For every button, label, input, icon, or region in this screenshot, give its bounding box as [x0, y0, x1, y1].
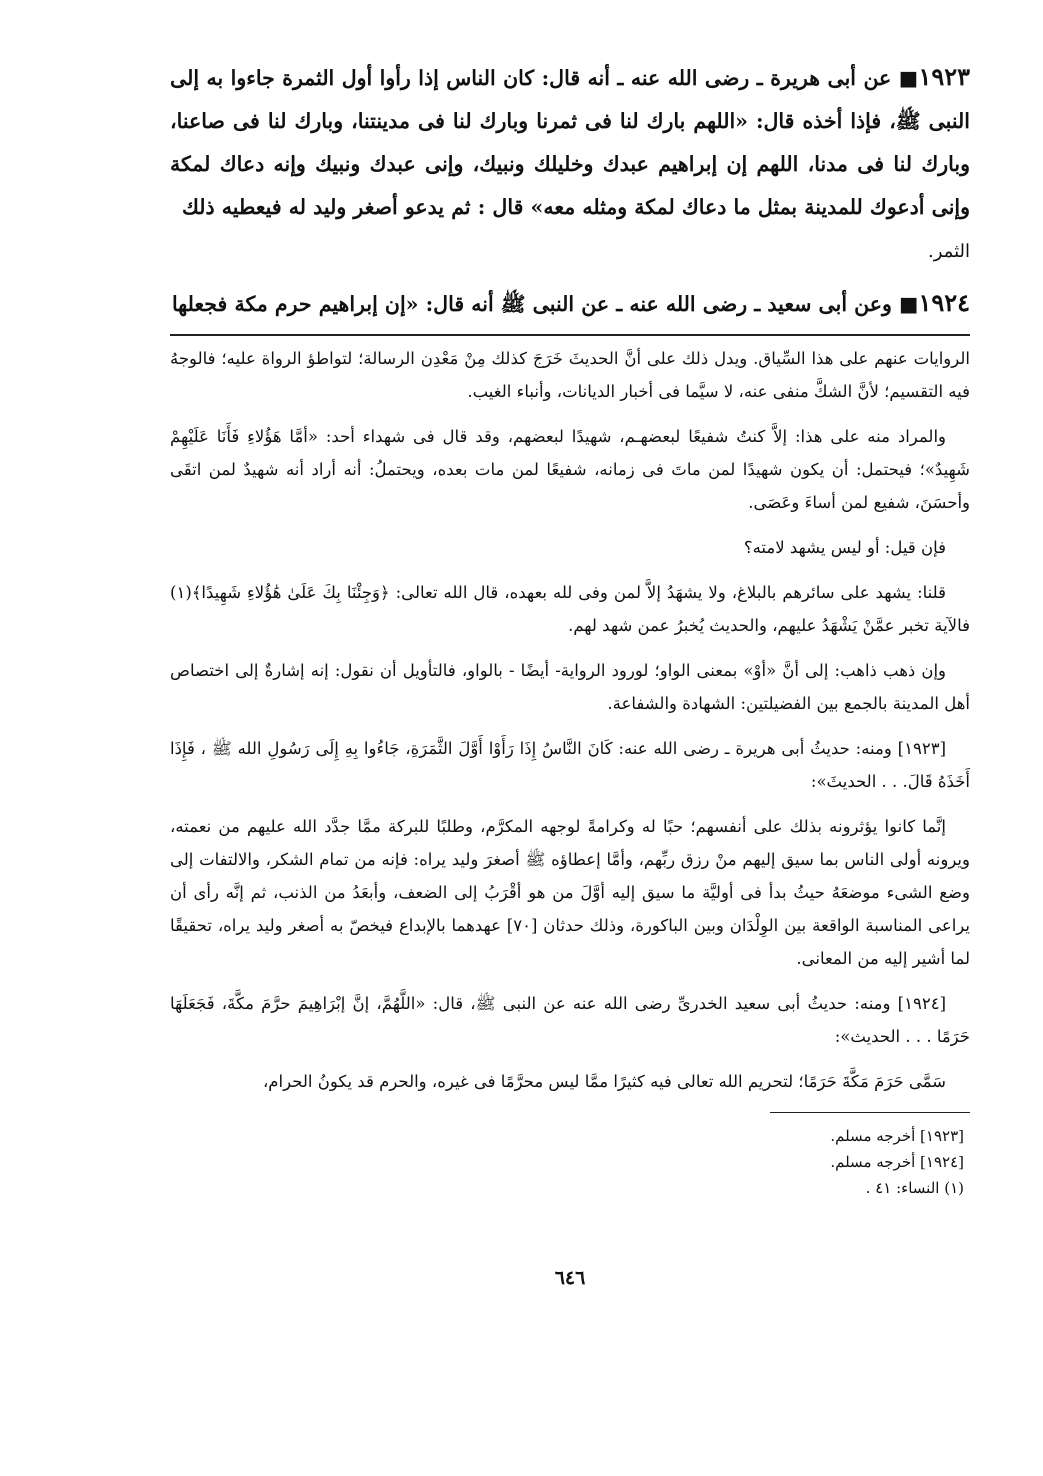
commentary-paragraph: والمراد منه على هذا: إلاَّ كنتُ شفيعًا لبعضهـم، شهيدًا لبعضهم، وقد قال فى شهداء أحد: «أمَّا هَؤُلاءِ فَأَنَا عَلَيْهِمْ شَهِيدٌ»؛ فيحتمل: أن يكون شهيدًا لمن ماتَ فى زمانه، شفيعًا لمن مات بعده، ويحتملُ: أنه أراد أنه شهيدٌ لمن اتقَى وأحسَنَ، شفيع لمن أساءَ وعَصَى. — [170, 427, 970, 512]
main-text-divider — [170, 334, 970, 336]
commentary-paragraph: قلنا: يشهد على سائرهم بالبلاغ، ولا يشهَدُ إلاَّ لمن وفى لله بعهده، قال الله تعالى: ﴿وَجِئْنَا بِكَ عَلَىٰ هَٰؤُلاءِ شَهِيدًا﴾(١) فالآية تخبر عمَّنْ يَشْهَدُ عليهم، والحديث يُخبرُ عمن شهد لهم. — [170, 583, 970, 635]
page-number: ٦٤٦ — [554, 1267, 586, 1289]
footnote: [١٩٢٤] أخرجه مسلم. — [830, 1153, 964, 1171]
hadith-number: ١٩٢٤ — [918, 288, 970, 317]
hadith-text: عن أبى هريرة ـ رضى الله عنه ـ أنه قال: كان الناس إذا رأوا أول الثمرة جاءوا به إلى النبى ﷺ، فإذا أخذه قال: «اللهم بارك لنا فى ثمرنا وبارك لنا فى مدينتنا، وبارك لنا فى صاعنا، وبارك لنا فى مدنا، اللهم إن إبراهيم عبدك وخليلك ونبيك، وإنى عبدك ونبيك وإنه دعاك لمكة وإنى أدعوك للمدينة بمثل ما دعاك لمكة ومثله معه» قال : ثم يدعو أصغر وليد له فيعطيه ذلك — [170, 66, 970, 219]
hadith-1924: ١٩٢٤■ وعن أبى سعيد ـ رضى الله عنه ـ عن النبى ﷺ أنه قال: «إن إبراهيم حرم مكة فجعلها — [171, 288, 970, 317]
hadith-text: وعن أبى سعيد ـ رضى الله عنه ـ عن النبى ﷺ أنه قال: «إن إبراهيم حرم مكة فجعلها — [171, 292, 892, 316]
footnote: [١٩٢٣] أخرجه مسلم. — [830, 1127, 964, 1145]
commentary-paragraph: [١٩٢٣] ومنه: حديثُ أبى هريرة ـ رضى الله عنه: كَانَ النَّاسُ إِذَا رَأَوْا أَوَّلَ الثَّمَرَةِ، جَاءُوا بِهِ إِلَى رَسُولِ الله ﷺ ، فَإِذَا أَخَذَهُ قَالَ. . . الحديثَ»: — [170, 739, 970, 791]
commentary-paragraph: الروايات عنهم على هذا السِّياق. ويدل ذلك على أنَّ الحديثَ خَرَجَ كذلك مِنْ مَعْدِن الرسالة؛ لتواطؤ الرواة عليه؛ فالوجهُ فيه التقسيم؛ لأنَّ الشكَّ منفى عنه، لا سيَّما فى أخبار الديانات، وأنباء الغيب. — [170, 349, 970, 401]
footnote: (١) النساء: ٤١ . — [865, 1179, 964, 1197]
hadith-text-end: الثمر. — [928, 241, 970, 262]
commentary-paragraph: وإن ذهب ذاهب: إلى أنَّ «أوْ» بمعنى الواو؛ لورود الرواية- أيضًا - بالواو، فالتأويل أن نقول: إنه إشارةٌ إلى اختصاص أهل المدينة بالجمع بين الفضيلتين: الشهادة والشفاعة. — [170, 661, 970, 713]
commentary-paragraph: فإن قيل: أو ليس يشهد لامته؟ — [743, 538, 946, 557]
hadith-number: ١٩٢٣ — [918, 62, 970, 91]
hadith-1923: ١٩٢٣■ عن أبى هريرة ـ رضى الله عنه ـ أنه قال: كان الناس إذا رأوا أول الثمرة جاءوا به إلى النبى ﷺ، فإذا أخذه قال: «اللهم بارك لنا فى ثمرنا وبارك لنا فى مدينتنا، وبارك لنا فى صاعنا، وبارك لنا فى مدنا، اللهم إن إبراهيم عبدك وخليلك ونبيك، وإنى عبدك ونبيك وإنه دعاك لمكة وإنى أدعوك للمدينة بمثل ما دعاك لمكة ومثله معه» قال : ثم يدعو أصغر وليد له فيعطيه ذلك الثمر. — [170, 62, 970, 262]
footnote-divider — [770, 1112, 970, 1113]
commentary-paragraph: [١٩٢٤] ومنه: حديثُ أبى سعيد الخدرىِّ رضى الله عنه عن النبى ﷺ، قال: «اللَّهُمَّ، إنَّ إبْرَاهِيمَ حرَّمَ مكَّةَ، فَجَعَلَهَا حَرَمًا . . . الحديث»: — [170, 994, 970, 1046]
document-page — [170, 55, 970, 1415]
commentary-paragraph: إنَّما كانوا يؤثرونه بذلك على أنفسهم؛ حبًا له وكرامةً لوجهه المكرَّم، وطلبًا للبركة ممَّا جدَّد الله عليهم من نعمته، ويرونه أولى الناس بما سيق إليهم منْ رزق ربِّهم، وأمَّا إعطاؤه ﷺ أصغرَ وليد يراه: فإنه من تمام الشكر، والالتفات إلى وضع الشىء موضعَهُ حيثُ بدأ فى أوليَّة ما سيق إليه أوَّلَ من هو أقْرَبُ إلى الضعف، وأبعَدُ من الذنب، ثم إنَّه رأى أن يراعى المناسبة الواقعة بين الوِلْدَان وبين الباكورة، وذلك حدثان [٧٠] عهدهما بالإبداع فيخصّ به أصغر وليد يراه، تحقيقًا لما أشير إليه من المعانى. — [170, 817, 970, 968]
commentary-paragraph: سَمَّى حَرَمَ مَكَّةَ حَرَمًا؛ لتحريم الله تعالى فيه كثيرًا ممَّا ليس محرَّمًا فى غيره، والحرم قد يكونُ الحرام، — [262, 1072, 946, 1091]
